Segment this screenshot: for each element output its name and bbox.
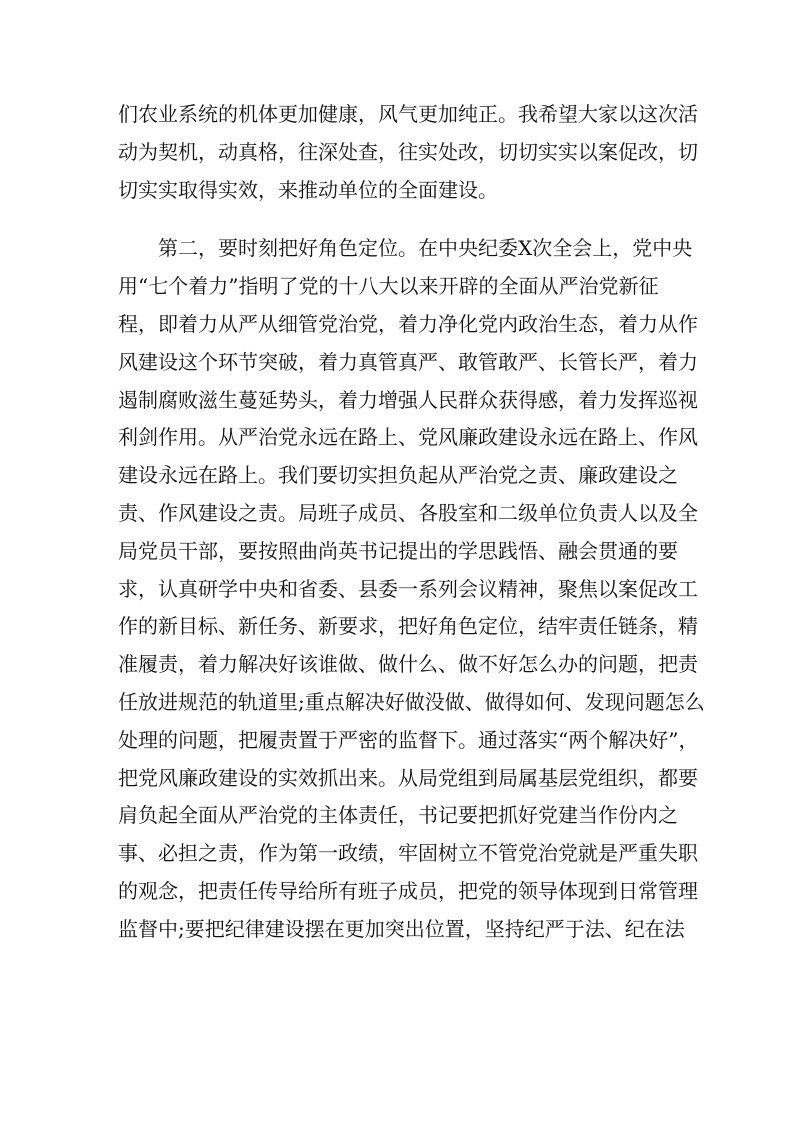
text-line: 的观念，把责任传导给所有班子成员，把党的领导体现到日常管理 [118, 878, 698, 903]
text-line: 们农业系统的机体更加健康，风气更加纯正。我希望大家以这次活 [118, 102, 698, 126]
text-line: 建设永远在路上。我们要切实担负起从严治党之责、廉政建设之 [118, 463, 678, 488]
text-line: 责、作风建设之责。局班子成员、各股室和二级单位负责人以及全 [118, 500, 698, 525]
text-line: 程，即着力从严从细管党治党，着力净化党内政治生态，着力从作 [118, 311, 698, 336]
text-line: 利剑作用。从严治党永远在路上、党风廉政建设永远在路上、作风 [118, 425, 698, 450]
text-line: 局党员干部，要按照曲尚英书记提出的学思践悟、融会贯通的要 [118, 538, 678, 563]
text-line: 求，认真研学中央和省委、县委一系列会议精神，聚焦以案促改工 [118, 576, 698, 601]
text-line: 事、必担之责，作为第一政绩，牢固树立不管党治党就是严重失职 [118, 841, 698, 866]
text-line: 准履责，着力解决好该谁做、做什么、做不好怎么办的问题，把责 [118, 652, 698, 677]
text-line: 肩负起全面从严治党的主体责任，书记要把抓好党建当作份内之 [118, 803, 678, 828]
paragraph-first-line: 第二，要时刻把好角色定位。在中央纪委X次全会上，党中央 [158, 236, 693, 261]
text-line: 用“七个着力”指明了党的十八大以来开辟的全面从严治党新征 [118, 274, 659, 299]
text-line: 处理的问题，把履责置于严密的监督下。通过落实“两个解决好”， [118, 727, 699, 752]
text-line: 作的新目标、新任务、新要求，把好角色定位，结牢责任链条，精 [118, 614, 698, 639]
text-line: 监督中;要把纪律建设摆在更加突出位置，坚持纪严于法、纪在法 [118, 916, 685, 941]
text-line: 动为契机，动真格，往深处查，往实处改，切切实实以案促改，切 [118, 139, 698, 164]
paragraph-gap [118, 209, 678, 230]
text-line: 风建设这个环节突破，着力真管真严、敢管敢严、长管长严，着力 [118, 349, 698, 374]
text-line: 把党风廉政建设的实效抓出来。从局党组到局属基层党组织，都要 [118, 765, 698, 790]
text-line: 遏制腐败滋生蔓延势头，着力增强人民群众获得感，着力发挥巡视 [118, 387, 698, 412]
body-text [118, 96, 705, 949]
text-line: 切实实取得实效，来推动单位的全面建设。 [118, 177, 498, 202]
text-line: 任放进规范的轨道里;重点解决好做没做、做得如何、发现问题怎么 [118, 689, 705, 714]
